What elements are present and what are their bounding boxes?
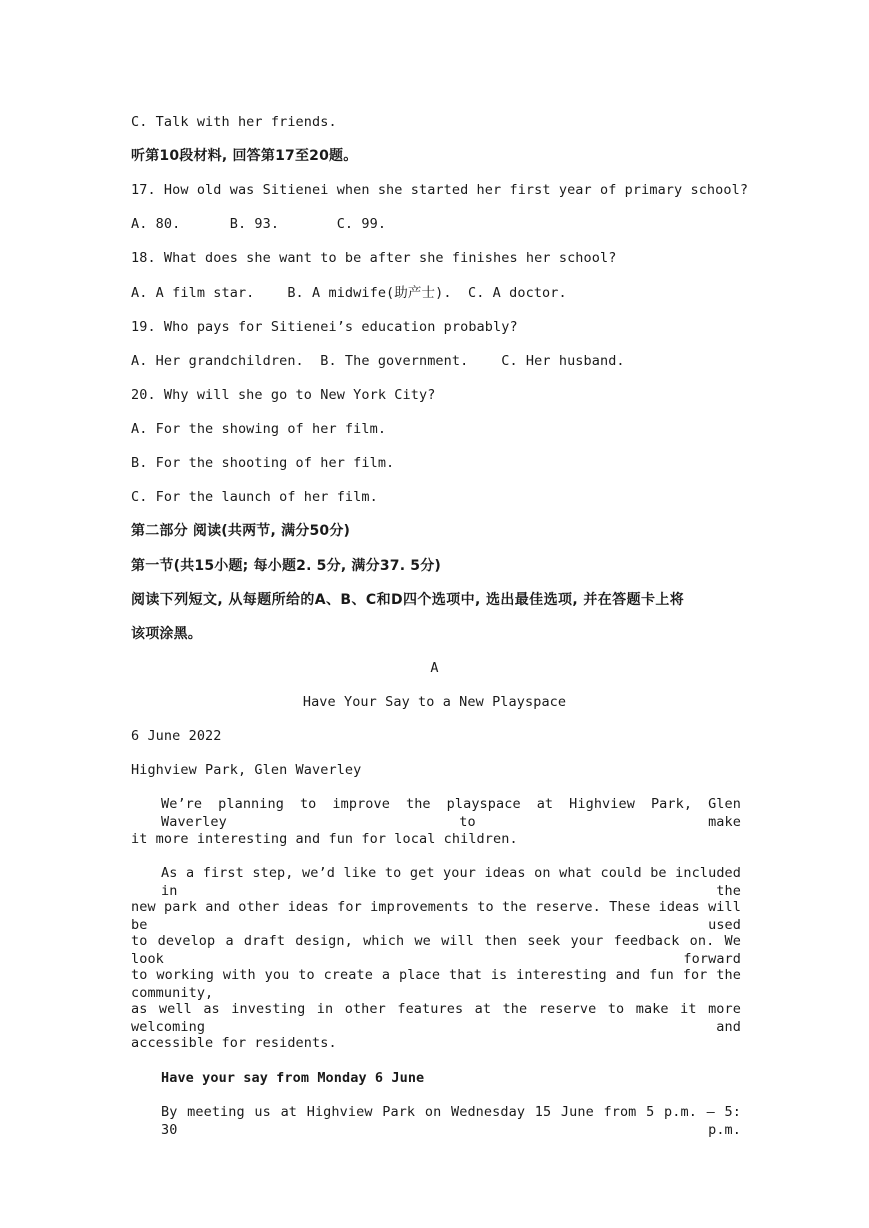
question-17: 17. How old was Sitienei when she started her first year of primary school?	[131, 182, 749, 198]
paragraph-1-line-1: We’re planning to improve the playspace at Highview Park, Glen Waverley to make	[161, 796, 741, 830]
question-19: 19. Who pays for Sitienei’s education probably?	[131, 319, 518, 335]
options-q17: A. 80. B. 93. C. 99.	[131, 216, 387, 232]
passage-location: Highview Park, Glen Waverley	[131, 762, 362, 778]
option-b-q20: B. For the shooting of her film.	[131, 455, 395, 471]
options-q19: A. Her grandchildren. B. The government. C. Her husband.	[131, 353, 625, 369]
paragraph-2-line-1: As a first step, we’d like to get your ideas on what could be included in the	[161, 865, 741, 899]
options-q18: A. A film star. B. A midwife(助产士). C. A doctor.	[131, 285, 567, 301]
have-your-say-heading: Have your say from Monday 6 June	[161, 1070, 425, 1086]
paragraph-2-line-4: to working with you to create a place that is interesting and fun for the community,	[131, 967, 741, 1001]
option-a-q20: A. For the showing of her film.	[131, 421, 387, 437]
paragraph-2-line-5: as well as investing in other features at the reserve to make it more welcoming and	[131, 1001, 741, 1035]
paragraph-1-line-2: it more interesting and fun for local children.	[131, 831, 518, 847]
reading-instruction-line-2: 该项涂黑。	[131, 626, 202, 642]
question-18: 18. What does she want to be after she finishes her school?	[131, 250, 617, 266]
meeting-info-line: By meeting us at Highview Park on Wednesday 15 June from 5 p.m. — 5: 30 p.m.	[161, 1104, 741, 1138]
question-20: 20. Why will she go to New York City?	[131, 387, 436, 403]
passage-date: 6 June 2022	[131, 728, 222, 744]
paragraph-2-line-2: new park and other ideas for improvements to the reserve. These ideas will be used	[131, 899, 741, 933]
passage-label: A	[430, 660, 439, 676]
passage-title: Have Your Say to a New Playspace	[302, 694, 567, 710]
option-c-q16: C. Talk with her friends.	[131, 114, 337, 130]
paragraph-2-line-6: accessible for residents.	[131, 1035, 337, 1051]
option-c-q20: C. For the launch of her film.	[131, 489, 378, 505]
listening-instruction: 听第10段材料, 回答第17至20题。	[131, 148, 358, 164]
section-one-heading: 第一节(共15小题; 每小题2. 5分, 满分37. 5分)	[131, 558, 442, 574]
reading-instruction-line-1: 阅读下列短文, 从每题所给的A、B、C和D四个选项中, 选出最佳选项, 并在答题卡上将	[131, 592, 685, 608]
paragraph-2-line-3: to develop a draft design, which we will then seek your feedback on. We look forward	[131, 933, 741, 967]
part-two-heading: 第二部分 阅读(共两节, 满分50分)	[131, 523, 351, 539]
